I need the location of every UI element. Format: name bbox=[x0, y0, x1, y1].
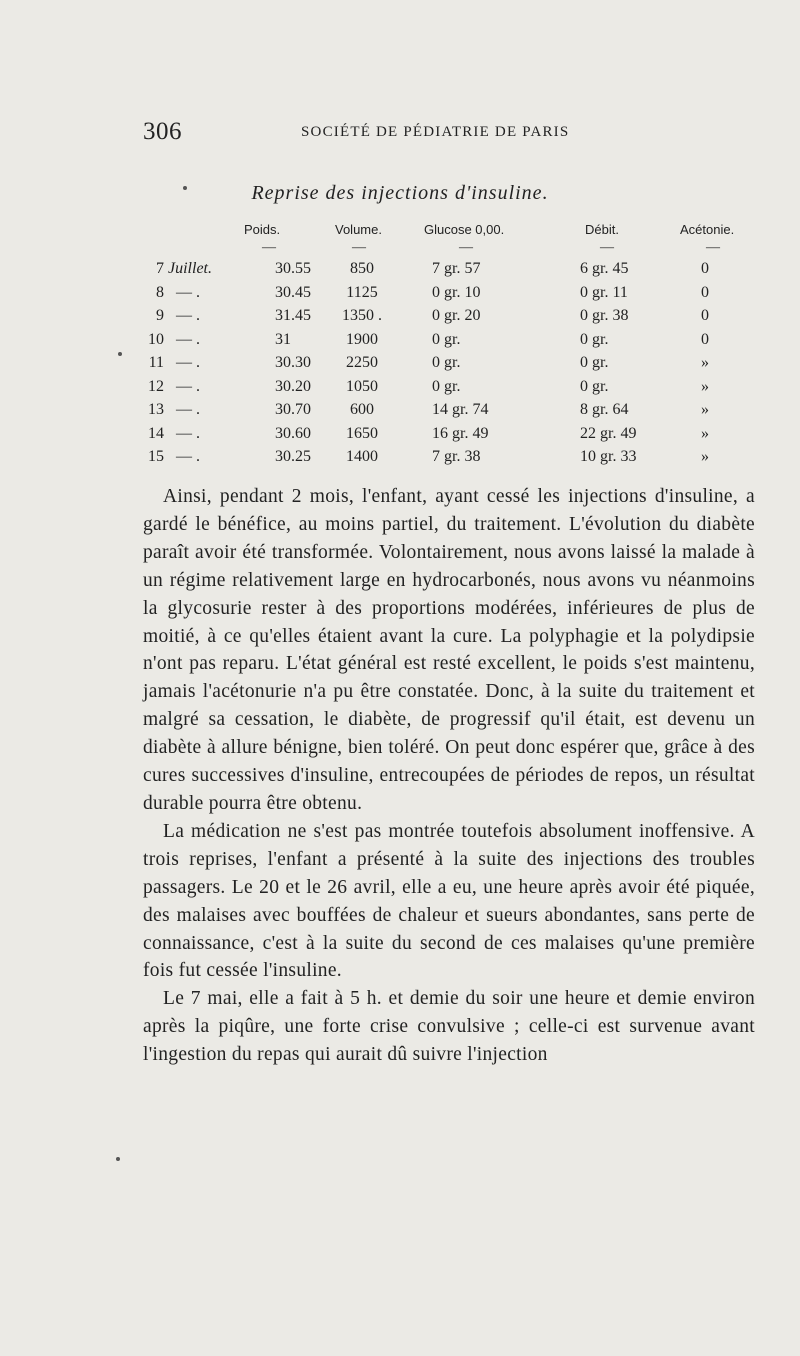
acetonie-cell: 0 bbox=[701, 307, 709, 324]
print-speck bbox=[118, 352, 122, 356]
debit-cell: 22 gr. 49 bbox=[580, 424, 637, 442]
glucose-cell: 0 gr. bbox=[432, 354, 461, 371]
body-text bbox=[143, 483, 755, 1069]
glucose-cell: 16 gr. 49 bbox=[432, 424, 489, 442]
glucose-cell: 0 gr. 20 bbox=[432, 307, 481, 324]
volume-cell: 850 bbox=[350, 260, 374, 277]
debit-cell: 0 gr. bbox=[580, 330, 609, 348]
acetonie-cell: » bbox=[701, 354, 709, 371]
debit-cell: 8 gr. 64 bbox=[580, 401, 629, 418]
acetonie-cell: 0 bbox=[701, 260, 709, 277]
acetonie-cell: 0 bbox=[701, 330, 709, 348]
poids-cell: 31.45 bbox=[275, 307, 311, 324]
date-cell: 9 — . bbox=[156, 307, 200, 324]
date-cell: 8 — . bbox=[156, 283, 200, 301]
debit-cell: 0 gr. bbox=[580, 354, 609, 371]
debit-cell: 0 gr. 11 bbox=[580, 283, 628, 301]
table-row bbox=[0, 260, 800, 284]
acetonie-cell: » bbox=[701, 377, 709, 395]
acetonie-cell: » bbox=[701, 448, 709, 465]
header-acetonie: Acétonie. bbox=[680, 222, 735, 237]
volume-cell: 1125 bbox=[346, 283, 378, 301]
print-speck bbox=[183, 186, 187, 190]
poids-cell: 30.30 bbox=[275, 354, 311, 371]
volume-cell: 1050 bbox=[346, 377, 378, 395]
glucose-cell: 14 gr. 74 bbox=[432, 401, 489, 418]
table-row bbox=[0, 448, 800, 472]
date-cell: 15 — . bbox=[148, 448, 200, 465]
page-number: 306 bbox=[143, 118, 182, 145]
table-row bbox=[0, 378, 800, 402]
print-speck bbox=[116, 1157, 120, 1161]
header-dash: — bbox=[352, 240, 366, 255]
table-row bbox=[0, 425, 800, 449]
volume-cell: 2250 bbox=[346, 354, 378, 371]
poids-cell: 30.70 bbox=[275, 401, 311, 418]
volume-cell: 600 bbox=[350, 401, 374, 418]
date-cell: 11 — . bbox=[148, 354, 200, 371]
journal-title: SOCIÉTÉ DE PÉDIATRIE DE PARIS bbox=[301, 124, 570, 140]
date-cell: 7 Juillet. bbox=[156, 260, 212, 277]
acetonie-cell: » bbox=[701, 424, 709, 442]
volume-cell: 1650 bbox=[346, 424, 378, 442]
header-rule bbox=[0, 240, 800, 254]
table-row bbox=[0, 307, 800, 331]
table-row bbox=[0, 331, 800, 355]
paragraph: La médication ne s'est pas montrée toutefois absolument inoffensive. A trois reprises, l'enfant a présenté à la suite des injections des troubles passagers. Le 20 et le 26 avril, elle a eu, une heure après avoir été piquée, des malaises avec bouffées de chaleur et sueurs abondantes, sans perte de connaissance, c'est à la suite du second de ces malaises qu'une première fois fut cessée l'insuline. bbox=[143, 820, 755, 982]
poids-cell: 30.55 bbox=[275, 260, 311, 277]
poids-cell: 30.25 bbox=[275, 448, 311, 465]
glucose-cell: 0 gr. bbox=[432, 377, 461, 395]
glucose-cell: 0 gr. 10 bbox=[432, 283, 481, 301]
date-cell: 10 — . bbox=[148, 330, 200, 348]
debit-cell: 6 gr. 45 bbox=[580, 260, 629, 277]
debit-cell: 0 gr. 38 bbox=[580, 307, 629, 324]
header-poids: Poids. bbox=[244, 222, 281, 237]
date-cell: 14 — . bbox=[148, 424, 200, 442]
poids-cell: 30.20 bbox=[275, 377, 311, 395]
volume-cell: 1900 bbox=[346, 330, 378, 348]
paragraph: Ainsi, pendant 2 mois, l'enfant, ayant cessé les injections d'insuline, a gardé le bénéfice, au moins partiel, du traitement. L'évolution du diabète paraît avoir été transformée. Volontairement, nous avons laissé la malade à un régime relativement large en hydrocarbonés, nous avons vu néanmoins la glycosurie rester à des proportions modérées, inférieures de plus de moitié, à ce qu'elles étaient avant la cure. La polyphagie et la polydipsie n'ont pas reparu. L'état général est resté excellent, le poids s'est maintenu, jamais l'acétonurie n'a pu être constatée. Donc, à la suite du traitement et malgré sa cessation, le diabète, de progressif qu'il était, est devenu un diabète à allure bénigne, bien toléré. On peut donc espérer que, grâce à des cures successives d'insuline, entrecoupées de périodes de repos, un résultat durable pourra être obtenu. bbox=[143, 486, 755, 814]
table-row bbox=[0, 284, 800, 308]
header-dash: — bbox=[262, 240, 276, 255]
date-cell: 12 — . bbox=[148, 377, 200, 395]
poids-cell: 30.45 bbox=[275, 283, 311, 301]
glucose-cell: 0 gr. bbox=[432, 330, 461, 348]
header-volume: Volume. bbox=[335, 222, 382, 237]
table-row bbox=[0, 401, 800, 425]
table-title: Reprise des injections d'insuline. bbox=[251, 182, 549, 204]
volume-cell: 1350 . bbox=[342, 307, 382, 324]
header-debit: Débit. bbox=[585, 222, 619, 237]
header-dash: — bbox=[600, 240, 614, 255]
running-head bbox=[143, 118, 753, 146]
paragraph: Le 7 mai, elle a fait à 5 h. et demie du soir une heure et demie environ après la piqûre, une forte crise convulsive ; celle-ci est survenue avant l'ingestion du repas qui aurait dû suivre l'injection bbox=[143, 988, 755, 1066]
acetonie-cell: » bbox=[701, 401, 709, 418]
table-header bbox=[0, 222, 800, 242]
header-glucose: Glucose 0,00. bbox=[424, 222, 505, 237]
poids-cell: 31 bbox=[275, 330, 291, 348]
debit-cell: 10 gr. 33 bbox=[580, 448, 637, 465]
glucose-cell: 7 gr. 57 bbox=[432, 260, 481, 277]
acetonie-cell: 0 bbox=[701, 283, 709, 301]
poids-cell: 30.60 bbox=[275, 424, 311, 442]
header-dash: — bbox=[459, 240, 473, 255]
glucose-cell: 7 gr. 38 bbox=[432, 448, 481, 465]
header-dash: — bbox=[706, 240, 720, 255]
debit-cell: 0 gr. bbox=[580, 377, 609, 395]
table-row bbox=[0, 354, 800, 378]
date-cell: 13 — . bbox=[148, 401, 200, 418]
volume-cell: 1400 bbox=[346, 448, 378, 465]
